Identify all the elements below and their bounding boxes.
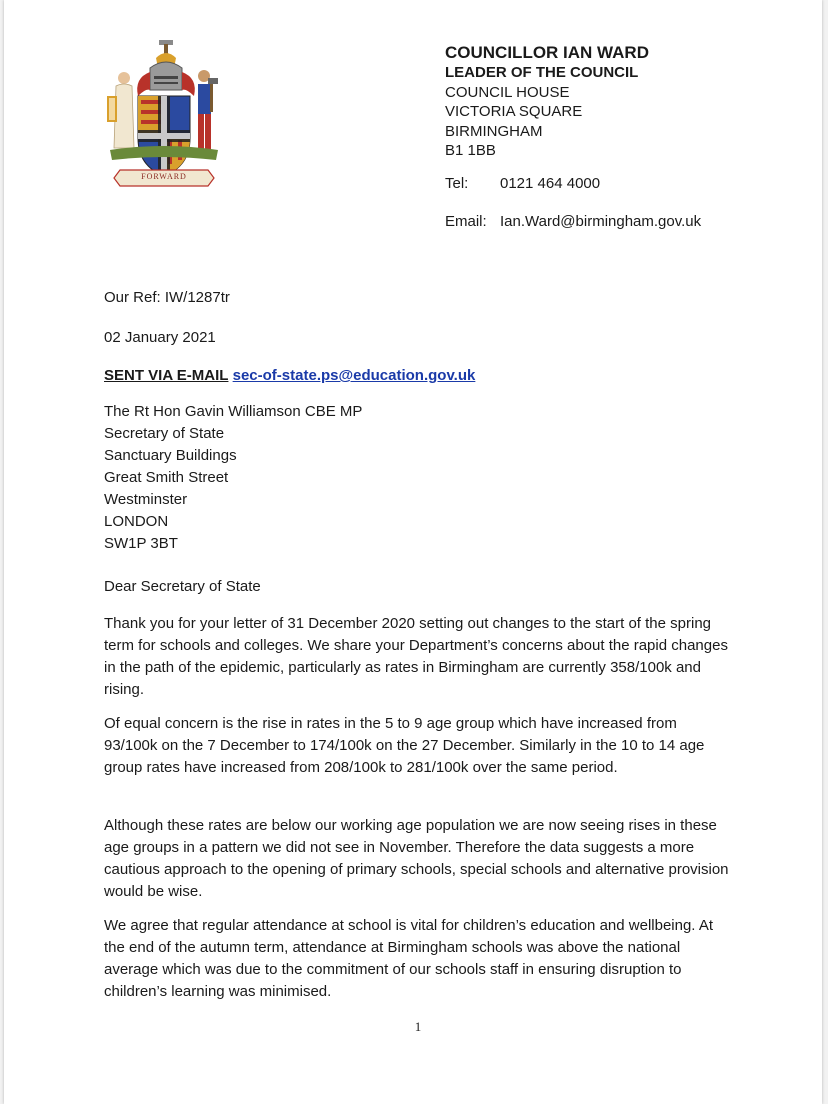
sender-telephone <box>445 175 600 192</box>
recipient-email-link[interactable]: sec-of-state.ps@education.gov.uk <box>232 367 476 384</box>
sender-email <box>445 213 701 230</box>
crest-motto: FORWARD <box>141 172 187 181</box>
sender-name: COUNCILLOR IAN WARD <box>445 43 649 62</box>
body-paragraph: Thank you for your letter of 31 December 2020 setting out changes to the start of the spring term for schools and colleges. We share your Department’s concerns about the rapid changes in the path of the epidemic, particularly as rates in Birmingham are currently 358/100k and rising. <box>104 615 728 698</box>
recipient-address-line: Westminster <box>104 491 188 508</box>
letter-page <box>4 0 822 1104</box>
recipient-address-line: LONDON <box>104 513 169 530</box>
our-reference: Our Ref: IW/1287tr <box>104 289 230 306</box>
birmingham-coat-of-arms-logo <box>104 38 224 193</box>
tel-value: 0121 464 4000 <box>500 175 601 192</box>
tel-label: Tel: <box>445 175 469 192</box>
recipient-address-line: SW1P 3BT <box>104 535 178 552</box>
page-number: 1 <box>414 1019 422 1034</box>
sender-address-line: VICTORIA SQUARE <box>445 103 583 120</box>
sender-address-line: COUNCIL HOUSE <box>445 83 570 101</box>
letterhead-block <box>445 42 649 161</box>
email-value: Ian.Ward@birmingham.gov.uk <box>500 213 702 230</box>
salutation: Dear Secretary of State <box>104 578 261 595</box>
recipient-address-line: The Rt Hon Gavin Williamson CBE MP <box>104 403 363 420</box>
sender-role: LEADER OF THE COUNCIL <box>445 64 639 81</box>
recipient-address-line: Sanctuary Buildings <box>104 447 237 464</box>
email-label: Email: <box>445 213 487 230</box>
sender-address-line: B1 1BB <box>445 142 496 159</box>
sent-via-email-line <box>104 365 734 387</box>
recipient-address-line: Secretary of State <box>104 425 225 442</box>
recipient-address-line: Great Smith Street <box>104 469 229 486</box>
sender-address-line: BIRMINGHAM <box>445 122 543 140</box>
body-paragraph: We agree that regular attendance at school is vital for children’s education and wellbeing. At the end of the autumn term, attendance at Birmingham schools was above the national average which was due to the commitment of our schools staff in ensuring disruption to children’s learning was minimised. <box>104 917 713 1000</box>
body-paragraph: Of equal concern is the rise in rates in the 5 to 9 age group which have increased from 93/100k on the 7 December to 174/100k on the 27 December. Similarly in the 10 to 14 age group rates have increased from 208/100k to 281/100k over the same period. <box>104 715 705 776</box>
recipient-address <box>104 401 734 555</box>
sent-via-label: SENT VIA E-MAIL <box>104 367 229 384</box>
body-paragraph: Although these rates are below our working age population we are now seeing rises in these age groups in a pattern we did not see in November. Therefore the data suggests a more cautious approach to the opening of primary schools, special schools and alternative provision would be wise. <box>104 817 729 900</box>
letter-date: 02 January 2021 <box>104 329 216 346</box>
